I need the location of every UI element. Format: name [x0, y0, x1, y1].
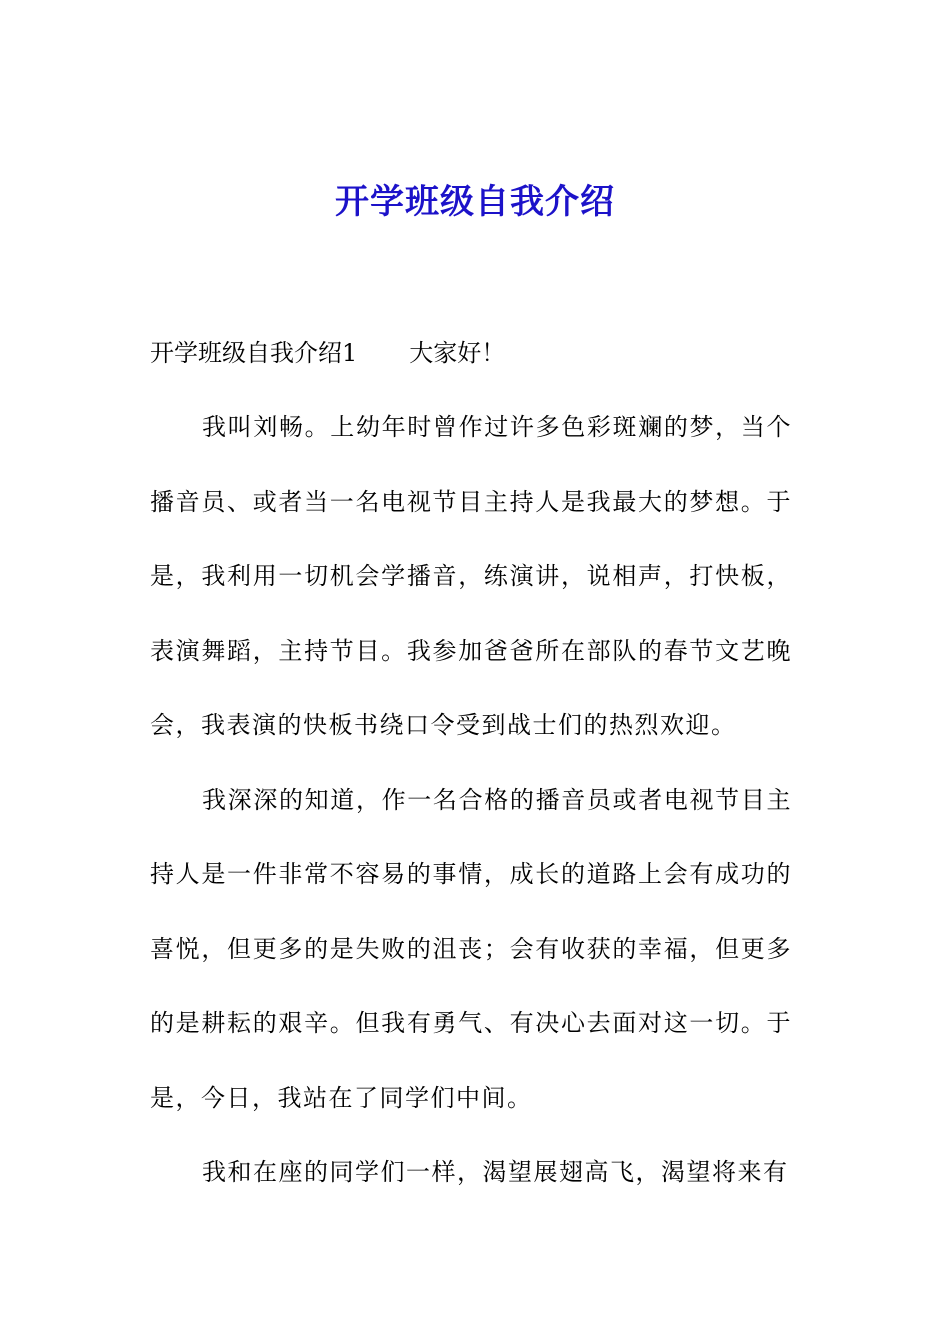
paragraph-2: 我深深的知道，作一名合格的播音员或者电视节目主持人是一件非常不容易的事情，成长的道路上会有成功的喜悦，但更多的是失败的沮丧；会有收获的幸福，但更多的是耕耘的艰辛。但我有勇气、有决心去面对这一切。于是，今日，我站在了同学们中间。 — [150, 785, 792, 1112]
section-heading-line — [150, 316, 792, 390]
document-body — [150, 316, 792, 1210]
paragraph-3: 我和在座的同学们一样，渴望展翅高飞，渴望将来有 — [202, 1158, 789, 1186]
document-title: 开学班级自我介绍 — [335, 182, 615, 222]
paragraph-1: 我叫刘畅。上幼年时曾作过许多色彩斑斓的梦，当个播音员、或者当一名电视节目主持人是我最大的梦想。于是，我利用一切机会学播音，练演讲，说相声，打快板，表演舞蹈，主持节目。我参加爸爸所在部队的春节文艺晚会，我表演的快板书绕口令受到战士们的热烈欢迎。 — [150, 413, 792, 739]
greeting-text: 大家好！ — [409, 339, 506, 367]
section-heading: 开学班级自我介绍1 — [150, 339, 358, 367]
